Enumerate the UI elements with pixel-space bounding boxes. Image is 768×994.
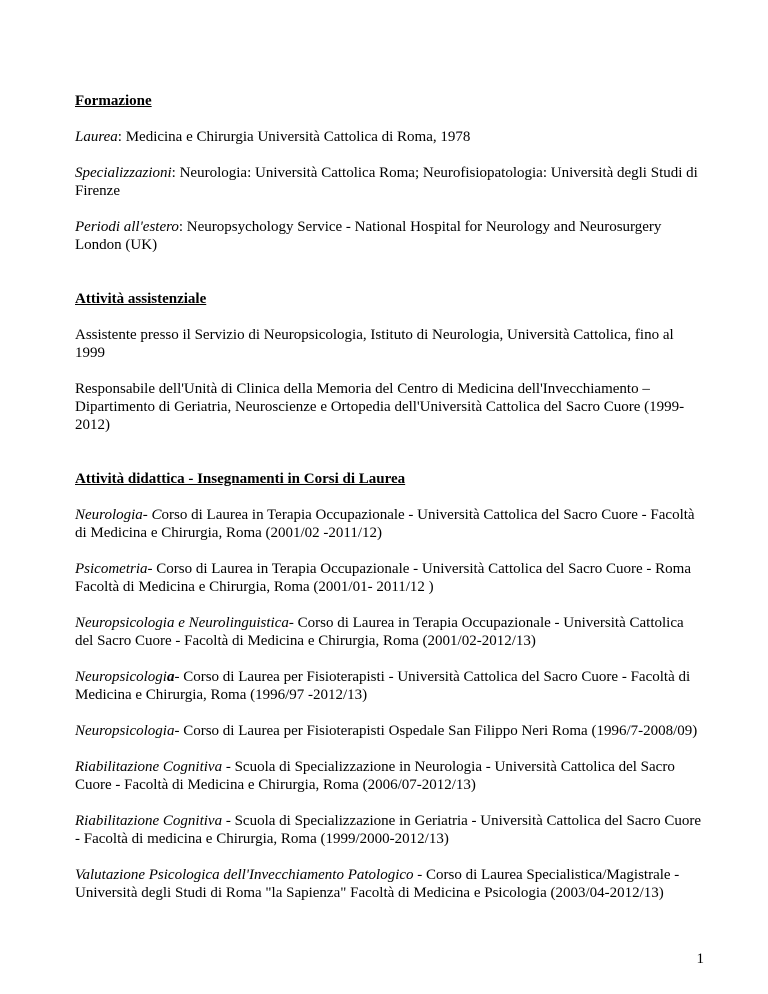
course-entry <box>75 866 705 902</box>
section-heading-didattica: Attività didattica - Insegnamenti in Corsi di Laurea <box>75 471 406 487</box>
course-entry <box>75 668 705 704</box>
laurea-label: Laurea <box>75 129 118 145</box>
course-title: Neuropsicologi <box>75 723 167 739</box>
course-details: - Corso di Laurea per Fisioterapisti Ospedale San Filippo Neri Roma (1996/7-2008/09) <box>174 723 698 739</box>
course-details: orso di Laurea in Terapia Occupazionale - Università Cattolica del Sacro Cuore - Facoltà di Medicina e Chirurgia, Roma (2001/02 -2011/12) <box>75 507 695 541</box>
course-entry <box>75 812 705 848</box>
course-details: - Corso di Laurea in Terapia Occupazionale - Università Cattolica del Sacro Cuore - Roma Facoltà di Medicina e Chirurgia, Roma (2001/01- 2011/12 ) <box>75 561 691 595</box>
specializzazioni-entry <box>75 164 705 200</box>
course-details: - Corso di Laurea in Terapia Occupazionale - Università Cattolica del Sacro Cuore - Facoltà di Medicina e Chirurgia, Roma (2001/02-2012/13) <box>75 615 684 649</box>
laurea-entry <box>75 128 705 146</box>
course-title: Neurologia- C <box>75 507 162 523</box>
course-title: Psicometria <box>75 561 148 577</box>
course-title-suffix: a <box>166 723 175 739</box>
course-title: Riabilitazione Cognitiva <box>75 759 223 775</box>
laurea-text: : Medicina e Chirurgia Università Cattolica di Roma, 1978 <box>117 129 471 145</box>
course-entry <box>75 758 705 794</box>
course-entry <box>75 506 705 542</box>
course-details: - Scuola di Specializzazione in Neurologia - Università Cattolica del Sacro Cuore - Facoltà di Medicina e Chirurgia, Roma (2006/07-2012/13) <box>75 759 675 793</box>
course-entry <box>75 560 705 596</box>
course-title-bold-letter: a <box>166 669 175 685</box>
course-details: - Scuola di Specializzazione in Geriatria - Università Cattolica del Sacro Cuore - Facoltà di medicina e Chirurgia, Roma (1999/2000-2012/13) <box>75 813 702 847</box>
section-heading-assistenziale: Attività assistenziale <box>75 291 207 307</box>
course-title: Neuropsicologi <box>75 669 167 685</box>
course-entry <box>75 614 705 650</box>
course-entry <box>75 722 705 740</box>
estero-entry <box>75 218 705 254</box>
specializzazioni-label: Specializzazioni <box>75 165 172 181</box>
estero-label: Periodi all'estero <box>75 219 179 235</box>
course-details: - Corso di Laurea Specialistica/Magistrale - Università degli Studi di Roma "la Sapienza" Facoltà di Medicina e Psicologia (2003/04-2012/13) <box>75 867 680 901</box>
assistenziale-paragraph-2: Responsabile dell'Unità di Clinica della Memoria del Centro di Medicina dell'Invecchiamento – Dipartimento di Geriatria, Neuroscienze e Ortopedia dell'Università Cattolica del Sacro Cuore (1999-2012) <box>75 381 685 433</box>
estero-text: : Neuropsychology Service - National Hospital for Neurology and Neurosurgery London (UK) <box>75 219 662 253</box>
course-title: Valutazione Psicologica dell'Invecchiamento Patologico <box>75 867 414 883</box>
document-page <box>75 92 705 920</box>
course-details: - Corso di Laurea per Fisioterapisti - Università Cattolica del Sacro Cuore - Facoltà di Medicina e Chirurgia, Roma (1996/97 -2012/13) <box>75 669 691 703</box>
specializzazioni-text: : Neurologia: Università Cattolica Roma; Neurofisiopatologia: Università degli Studi di Firenze <box>75 165 698 199</box>
course-title: Riabilitazione Cognitiva <box>75 813 223 829</box>
section-heading-formazione: Formazione <box>75 93 152 109</box>
page-number: 1 <box>696 951 704 967</box>
assistenziale-paragraph-1: Assistente presso il Servizio di Neuropsicologia, Istituto di Neurologia, Università Cattolica, fino al 1999 <box>75 327 674 361</box>
course-title: Neuropsicologia e Neurolinguistica <box>75 615 289 631</box>
